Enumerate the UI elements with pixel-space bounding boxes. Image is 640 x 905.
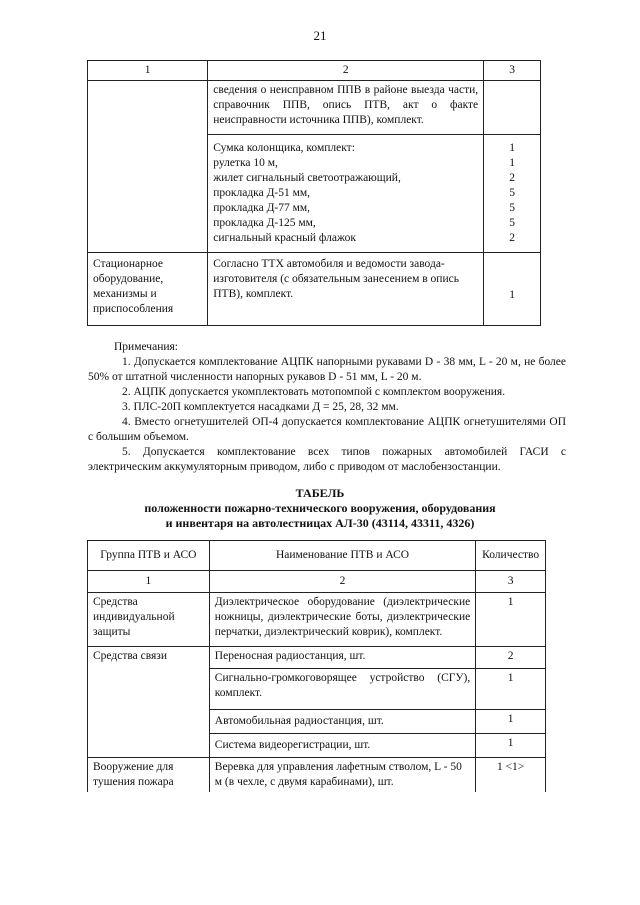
column-header: Группа ПТВ и АСО xyxy=(88,541,210,571)
column-number: 3 xyxy=(476,571,546,593)
column-header: Наименование ПТВ и АСО xyxy=(209,541,475,571)
column-header: Количество xyxy=(476,541,546,571)
item-name-cell: Система видеорегистрации, шт. xyxy=(209,734,475,758)
quantity-cell: 1 xyxy=(476,593,546,647)
tabel-subtitle: и инвентаря на автолестницах АЛ-30 (43114, 43311, 4326) xyxy=(165,516,475,530)
quantity-cell: 1 1 2 5 5 5 2 xyxy=(484,135,541,253)
note-item: 1. Допускается комплектование АЦПК напорными рукавами D - 38 мм, L - 20 м, не более 50% от штатной численности напорных рукавов D - 51 мм, L - 20 м. xyxy=(88,356,566,383)
item-name-cell: сведения о неисправном ППВ в районе выезда части, справочник ППВ, опись ПТВ, акт о факте неисправности источника ППВ), комплект. xyxy=(208,81,484,135)
page-number: 21 xyxy=(313,28,327,43)
notes-section xyxy=(88,340,566,475)
item-name-cell: Автомобильная радиостанция, шт. xyxy=(209,710,475,734)
note-item: 4. Вместо огнетушителей ОП-4 допускается комплектование АЦПК огнетушителями ОП с большим объемом. xyxy=(88,416,566,443)
tabel-subtitle: положенности пожарно-технического вооружения, оборудования xyxy=(144,501,496,515)
table-row xyxy=(88,647,546,669)
quantity-cell: 1 xyxy=(476,710,546,734)
quantity-cell: 1 <1> xyxy=(476,758,546,793)
column-number: 2 xyxy=(209,571,475,593)
group-cell xyxy=(88,81,208,253)
column-number: 1 xyxy=(88,61,208,81)
tabel-heading xyxy=(0,486,640,531)
quantity-cell xyxy=(484,81,541,135)
item-name-cell: Сумка колонщика, комплект: рулетка 10 м, жилет сигнальный светоотражающий, прокладка Д-51 мм, прокладка Д-77 мм, прокладка Д-125 мм, сигнальный красный флажок xyxy=(208,135,484,253)
column-number: 2 xyxy=(208,61,484,81)
note-item: 2. АЦПК допускается укомплектовать мотопомпой с комплектом вооружения. xyxy=(122,386,506,398)
item-name-cell: Сигнально-громкоговорящее устройство (СГУ), комплект. xyxy=(209,669,475,710)
quantity-cell: 1 xyxy=(476,734,546,758)
item-name-cell: Диэлектрическое оборудование (диэлектрические ножницы, диэлектрические боты, диэлектрические перчатки, диэлектрический коврик), комплект. xyxy=(209,593,475,647)
table-row xyxy=(88,81,541,135)
table-header-row xyxy=(88,541,546,571)
group-cell: Вооружение для тушения пожара xyxy=(88,758,210,793)
quantity-cell: 1 xyxy=(484,253,541,326)
note-item: 5. Допускается комплектование всех типов пожарных автомобилей ГАСИ с электрическим аккумуляторным приводом, либо с приводом от маслобензостанции. xyxy=(88,446,566,473)
equipment-table-al30 xyxy=(87,540,546,792)
item-name-cell: Веревка для управления лафетным стволом, L - 50 м (в чехле, с двумя карабинами), шт. xyxy=(209,758,475,793)
tabel-title: ТАБЕЛЬ xyxy=(295,486,345,500)
equipment-table-continued xyxy=(87,60,541,326)
table-row xyxy=(88,758,546,793)
table-number-row xyxy=(88,571,546,593)
table-row xyxy=(88,253,541,326)
column-number: 3 xyxy=(484,61,541,81)
note-item: 3. ПЛС-20П комплектуется насадками Д = 25, 28, 32 мм. xyxy=(122,401,399,413)
group-cell: Средства связи xyxy=(88,647,210,758)
group-cell: Средства индивидуальной защиты xyxy=(88,593,210,647)
table-row xyxy=(88,593,546,647)
quantity-cell: 2 xyxy=(476,647,546,669)
table-header-row xyxy=(88,61,541,81)
notes-heading: Примечания: xyxy=(114,341,178,353)
item-name-cell: Переносная радиостанция, шт. xyxy=(209,647,475,669)
quantity-cell: 1 xyxy=(476,669,546,710)
item-name-cell: Согласно ТТХ автомобиля и ведомости завода-изготовителя (с обязательным занесением в опись ПТВ), комплект. xyxy=(208,253,484,326)
group-cell: Стационарное оборудование, механизмы и приспособления xyxy=(88,253,208,326)
column-number: 1 xyxy=(88,571,210,593)
